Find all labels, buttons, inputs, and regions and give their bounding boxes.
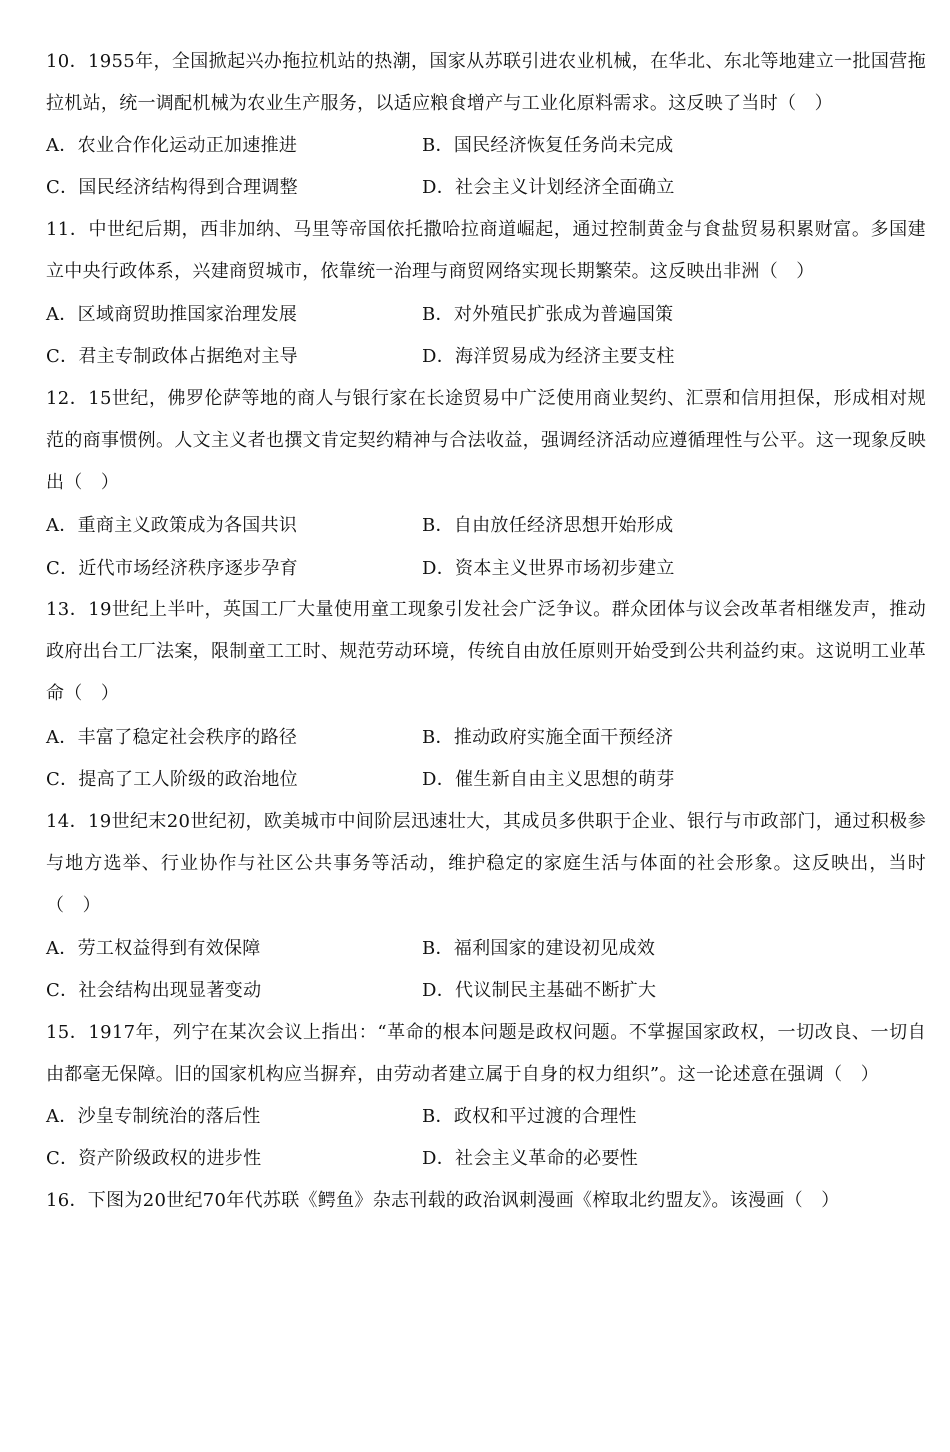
option-letter: D．: [422, 980, 456, 1001]
option-text: 自由放任经济思想开始形成: [453, 515, 674, 536]
option-c[interactable]: [46, 970, 261, 1012]
option-d[interactable]: [422, 336, 675, 378]
option-text: 代议制民主基础不断扩大: [455, 980, 657, 1001]
option-text: 社会结构出现显著变动: [78, 980, 262, 1001]
option-text: 催生新自由主义思想的萌芽: [455, 769, 675, 790]
option-b[interactable]: [422, 125, 673, 167]
option-text: 政权和平过渡的合理性: [453, 1106, 637, 1127]
option-text: 提高了工人阶级的政治地位: [78, 769, 298, 790]
question-stem: 10．1955年，全国掀起兴办拖拉机站的热潮，国家从苏联引进农业机械，在华北、东北等地建立一批国营拖拉机站，统一调配机械为农业生产服务，以适应粮食增产与工业化原料需求。这反映了当时（ ）: [46, 51, 926, 114]
question-stem: 14．19世纪末20世纪初，欧美城市中间阶层迅速壮大，其成员多供职于企业、银行与市政部门，通过积极参与地方选举、行业协作与社区公共事务等活动，维护稳定的家庭生活与体面的社会形象。这反映出，当时（ ）: [46, 811, 926, 916]
option-text: 丰富了稳定社会秩序的路径: [77, 727, 298, 748]
option-d[interactable]: [422, 759, 675, 801]
option-a[interactable]: [46, 125, 297, 167]
option-text: 重商主义政策成为各国共识: [77, 515, 298, 536]
option-c[interactable]: [46, 759, 298, 801]
option-letter: A．: [46, 938, 78, 959]
option-letter: D．: [422, 346, 456, 367]
option-letter: B．: [422, 727, 454, 748]
option-text: 社会主义革命的必要性: [455, 1148, 639, 1169]
question-stem: 15．1917年，列宁在某次会议上指出：“革命的根本问题是政权问题。不掌握国家政权，一切改良、一切自由都毫无保障。旧的国家机构应当摒弃，由劳动者建立属于自身的权力组织”。这一论述意在强调（ ）: [46, 1022, 926, 1085]
option-letter: B．: [422, 135, 454, 156]
option-letter: C．: [46, 177, 79, 198]
option-text: 社会主义计划经济全面确立: [455, 177, 675, 198]
option-text: 资产阶级政权的进步性: [78, 1148, 262, 1169]
option-letter: B．: [422, 304, 454, 325]
option-letter: C．: [46, 558, 79, 579]
option-letter: C．: [46, 1148, 79, 1169]
option-c[interactable]: [46, 1138, 261, 1180]
option-letter: C．: [46, 980, 79, 1001]
option-a[interactable]: [46, 294, 297, 336]
question-stem: 16．下图为20世纪70年代苏联《鳄鱼》杂志刊载的政治讽刺漫画《榨取北约盟友》。该漫画（ ）: [46, 1190, 840, 1211]
option-a[interactable]: [46, 928, 261, 970]
option-letter: A．: [46, 304, 78, 325]
question-stem: 11．中世纪后期，西非加纳、马里等帝国依托撒哈拉商道崛起，通过控制黄金与食盐贸易积累财富。多国建立中央行政体系，兴建商贸城市，依靠统一治理与商贸网络实现长期繁荣。这反映出非洲（ ）: [46, 219, 926, 282]
option-d[interactable]: [422, 167, 675, 209]
option-a[interactable]: [46, 505, 297, 547]
option-a[interactable]: [46, 717, 297, 759]
option-text: 近代市场经济秩序逐步孕育: [78, 558, 298, 579]
option-text: 劳工权益得到有效保障: [77, 938, 261, 959]
option-text: 推动政府实施全面干预经济: [453, 727, 674, 748]
option-b[interactable]: [422, 294, 673, 336]
option-text: 对外殖民扩张成为普遍国策: [453, 304, 674, 325]
option-letter: A．: [46, 1106, 78, 1127]
option-letter: A．: [46, 727, 78, 748]
option-letter: B．: [422, 938, 454, 959]
question-stem: 12．15世纪，佛罗伦萨等地的商人与银行家在长途贸易中广泛使用商业契约、汇票和信用担保，形成相对规范的商事惯例。人文主义者也撰文肯定契约精神与合法收益，强调经济活动应遵循理性与公平。这一现象反映出（ ）: [46, 388, 926, 493]
question-stem: 13．19世纪上半叶，英国工厂大量使用童工现象引发社会广泛争议。群众团体与议会改革者相继发声，推动政府出台工厂法案，限制童工工时、规范劳动环境，传统自由放任原则开始受到公共利益约束。这说明工业革命（ ）: [46, 599, 926, 704]
option-letter: A．: [46, 515, 78, 536]
option-text: 区域商贸助推国家治理发展: [77, 304, 298, 325]
option-letter: B．: [422, 515, 454, 536]
option-text: 农业合作化运动正加速推进: [77, 135, 298, 156]
option-b[interactable]: [422, 928, 655, 970]
option-b[interactable]: [422, 717, 673, 759]
option-letter: C．: [46, 769, 79, 790]
option-d[interactable]: [422, 548, 675, 590]
option-c[interactable]: [46, 336, 298, 378]
option-b[interactable]: [422, 505, 673, 547]
option-c[interactable]: [46, 548, 298, 590]
option-text: 沙皇专制统治的落后性: [77, 1106, 261, 1127]
option-letter: D．: [422, 769, 456, 790]
option-letter: A．: [46, 135, 78, 156]
option-d[interactable]: [422, 970, 656, 1012]
option-c[interactable]: [46, 167, 298, 209]
option-text: 海洋贸易成为经济主要支柱: [455, 346, 675, 367]
option-text: 国民经济恢复任务尚未完成: [453, 135, 674, 156]
option-text: 资本主义世界市场初步建立: [455, 558, 675, 579]
option-letter: D．: [422, 558, 456, 579]
option-letter: C．: [46, 346, 79, 367]
option-text: 国民经济结构得到合理调整: [78, 177, 298, 198]
option-letter: D．: [422, 177, 456, 198]
option-letter: D．: [422, 1148, 456, 1169]
option-letter: B．: [422, 1106, 454, 1127]
option-text: 君主专制政体占据绝对主导: [78, 346, 298, 367]
option-a[interactable]: [46, 1096, 261, 1138]
option-text: 福利国家的建设初见成效: [453, 938, 656, 959]
option-d[interactable]: [422, 1138, 638, 1180]
option-b[interactable]: [422, 1096, 637, 1138]
